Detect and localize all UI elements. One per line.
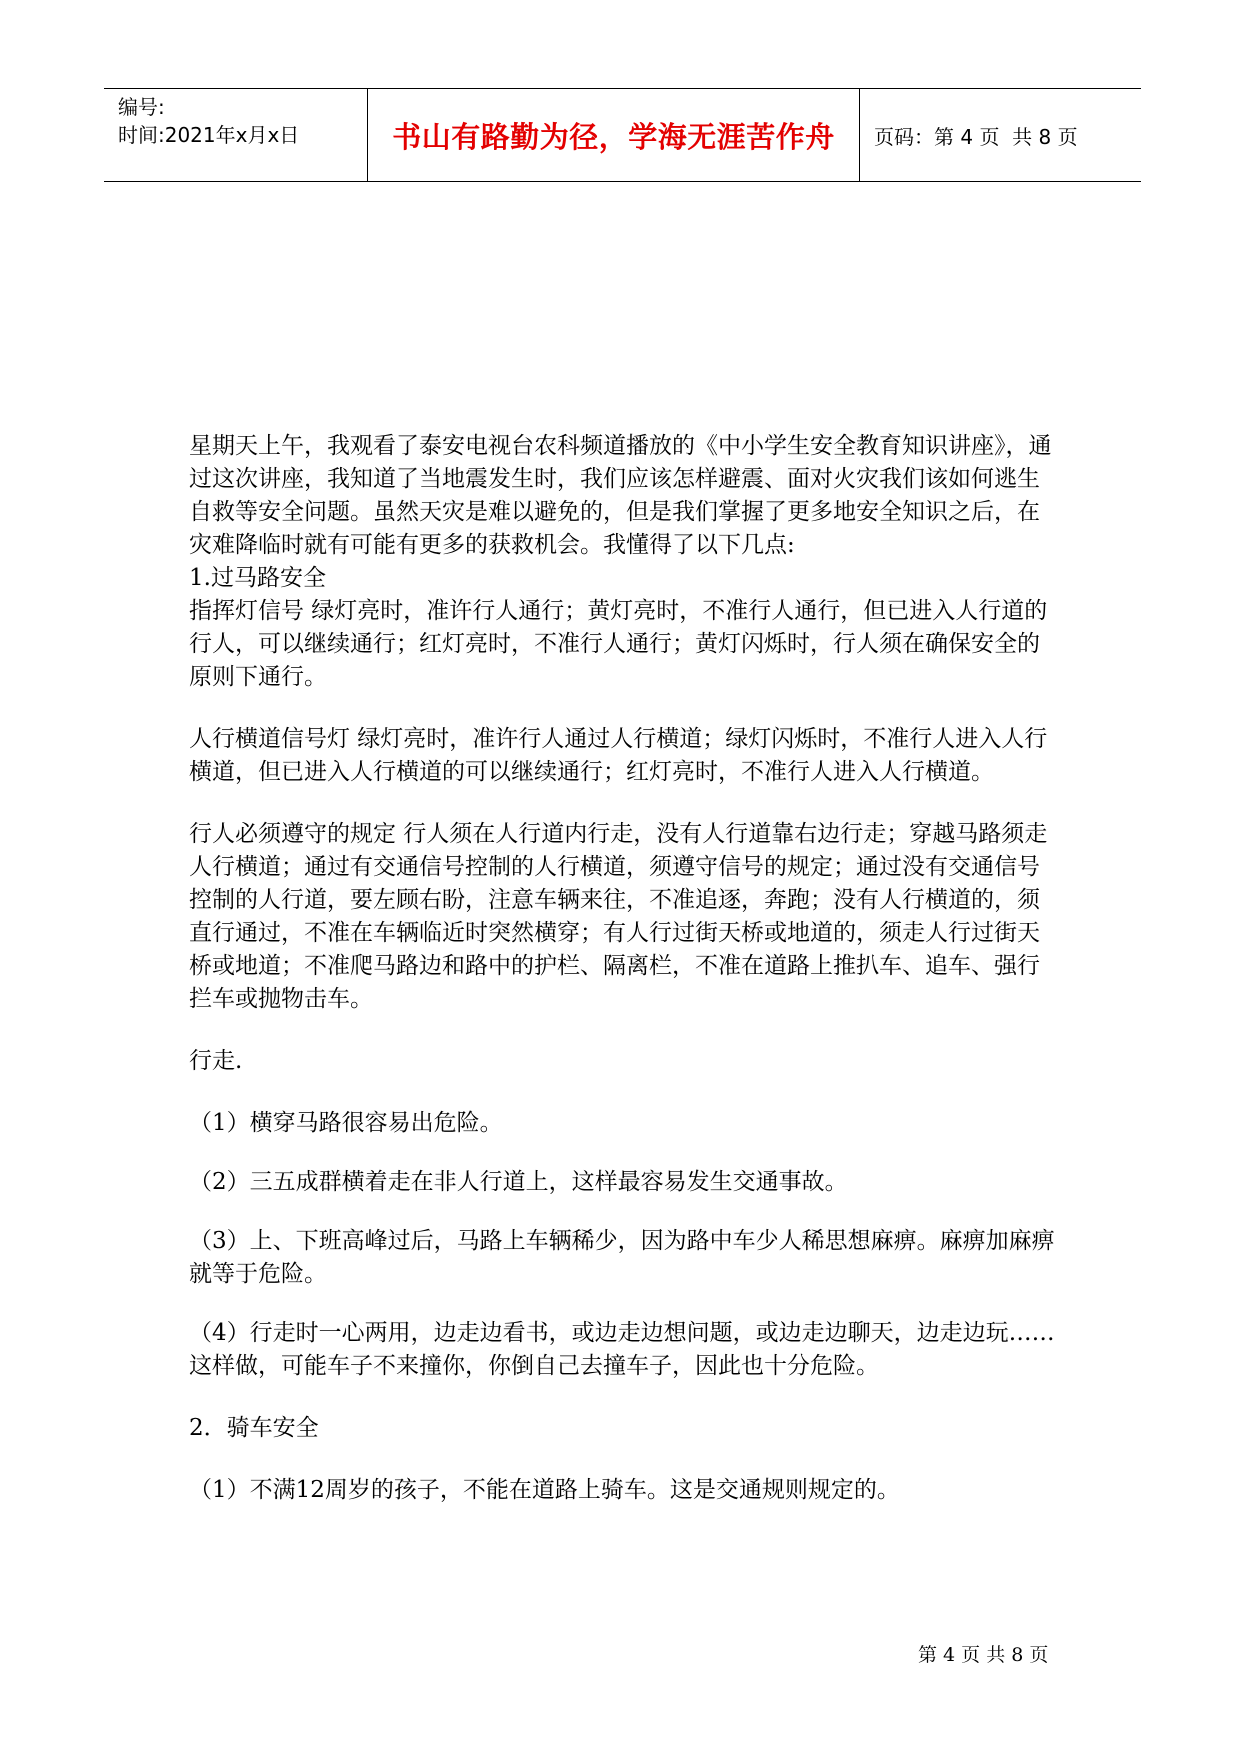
list-item: （2）三五成群横着走在非人行道上，这样最容易发生交通事故。 [189, 1169, 848, 1195]
number-label: 编号: [118, 95, 165, 119]
page-info-label: 页码：第 4 页 共 8 页 [874, 124, 1078, 149]
document-body [189, 430, 1062, 1507]
pedestrian-rules-paragraph: 行人必须遵守的规定 行人须在人行道内行走，没有人行道靠右边行走；穿越马路须走人行横道；通过有交通信号控制的人行横道，须遵守信号的规定；通过没有交通信号控制的人行道，要左顾右盼，注意车辆来往，不准追逐，奔跑；没有人行横道的，须直行通过，不准在车辆临近时突然横穿；有人行过街天桥或地道的，须走人行过街天桥或地道；不准爬马路边和路中的护栏、隔离栏，不准在道路上推扒车、追车、强行拦车或抛物击车。 [189, 821, 1048, 1012]
header-motto: 书山有路勤为径，学海无涯苦作舟 [368, 89, 860, 181]
page-footer: 第 4 页 共 8 页 [918, 1644, 1049, 1666]
section-heading-cycling-safety: 2．骑车安全 [189, 1415, 319, 1441]
traffic-light-paragraph: 指挥灯信号 绿灯亮时，准许行人通行；黄灯亮时，不准行人通行，但已进入人行道的行人，可以继续通行；红灯亮时，不准行人通行；黄灯闪烁时，行人须在确保安全的原则下通行。 [189, 598, 1048, 690]
walking-heading: 行走. [189, 1048, 243, 1074]
crosswalk-signal-paragraph: 人行横道信号灯 绿灯亮时，准许行人通过人行横道；绿灯闪烁时，不准行人进入人行横道，但已进入人行横道的可以继续通行；红灯亮时，不准行人进入人行横道。 [189, 726, 1048, 785]
header-meta [104, 89, 368, 181]
document-header [104, 88, 1141, 182]
section-heading-road-safety: 1.过马路安全 [189, 565, 326, 591]
list-item: （4）行走时一心两用，边走边看书，或边走边想问题，或边走边聊天，边走边玩……这样做，可能车子不来撞你，你倒自己去撞车子，因此也十分危险。 [189, 1320, 1055, 1379]
time-label: 时间:2021年x月x日 [118, 123, 300, 147]
header-page-info [860, 89, 1141, 181]
list-item: （3）上、下班高峰过后，马路上车辆稀少，因为路中车少人稀思想麻痹。麻痹加麻痹就等于危险。 [189, 1228, 1055, 1287]
list-item: （1）不满12周岁的孩子，不能在道路上骑车。这是交通规则规定的。 [189, 1477, 900, 1503]
list-item: （1）横穿马路很容易出危险。 [189, 1110, 503, 1136]
intro-paragraph: 星期天上午，我观看了泰安电视台农科频道播放的《中小学生安全教育知识讲座》，通过这次讲座，我知道了当地震发生时，我们应该怎样避震、面对火灾我们该如何逃生自救等安全问题。虽然天灾是难以避免的，但是我们掌握了更多地安全知识之后，在灾难降临时就有可能有更多的获救机会。我懂得了以下几点: [189, 433, 1052, 558]
